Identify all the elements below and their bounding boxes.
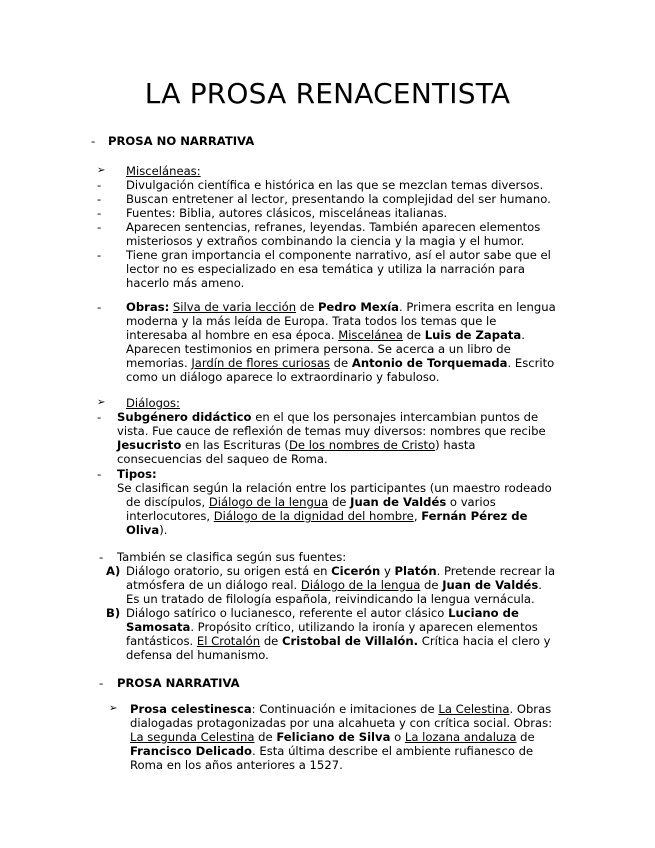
dialogos-line-1: Subgénero didáctico en el que los personajes intercambian puntos de — [117, 410, 539, 424]
author-name: Pedro Mexía — [317, 300, 399, 314]
obras-line-3: interesaba al hombre en esa época. Miscelánea de Luis de Zapata. — [126, 328, 525, 342]
dash-bullet: - — [97, 467, 102, 481]
dash-bullet: - — [97, 206, 102, 220]
dash-bullet: - — [97, 410, 102, 424]
dialogos-line-4: consecuencias del saqueo de Roma. — [117, 452, 328, 466]
page-title: LA PROSA RENACENTISTA — [144, 77, 511, 110]
author-name: Luis de Zapata — [424, 328, 522, 342]
subsection-label-dialogos: Diálogos: — [126, 396, 180, 410]
author-name: Oliva — [126, 523, 160, 537]
dash-bullet: - — [99, 550, 104, 564]
list-item: Tiene gran importancia el componente narrativo, así el autor sabe que el — [126, 248, 551, 262]
list-item: Aparecen sentencias, refranes, leyendas. También aparecen elementos — [126, 220, 541, 234]
list-marker-a: A) — [106, 564, 121, 578]
arrow-bullet-icon: ➢ — [97, 397, 106, 408]
tipos-line-4: Oliva). — [126, 523, 168, 537]
author-name: Cristobal de Villalón. — [282, 634, 419, 648]
work-title: De los nombres de Cristo — [288, 438, 436, 452]
work-title: Diálogo de la lengua — [300, 578, 421, 592]
work-title: Diálogo de la lengua — [208, 495, 329, 509]
obras-line-2: moderna y la más leída de Europa. Trata todos los temas que le — [126, 314, 497, 328]
obras-line-1: Obras: Silva de varia lección de Pedro Mexía. Primera escrita en lengua — [126, 300, 556, 314]
section-heading-no-narrativa: PROSA NO NARRATIVA — [108, 134, 255, 148]
dash-bullet: - — [97, 192, 102, 206]
author-name: Juan de Valdés — [350, 495, 447, 509]
celestinesca-line-4: Francisco Delicado. Esta última describe el ambiente rufianesco de — [130, 744, 534, 758]
fuente-a-line-3: Es un tratado de filología española, reivindicando la lengua vernácula. — [126, 592, 535, 606]
dialogos-line-2: vista. Fue cauce de reflexión de temas muy diversos: nombres que recibe — [117, 424, 546, 438]
fuente-b-line-1: Diálogo satírico o lucianesco, referente el autor clásico Luciano de — [126, 606, 519, 620]
arrow-bullet-icon: ➢ — [109, 703, 118, 714]
dash-bullet: - — [99, 676, 104, 690]
work-title: La Celestina — [438, 702, 510, 716]
author-name: Antonio de Torquemada — [351, 356, 508, 370]
work-title: Diálogo de la dignidad del hombre — [213, 509, 414, 523]
list-item-continuation: lector no es especializado en esa temática y utiliza la narración para — [126, 262, 526, 276]
fuente-b-line-3: fantásticos. El Crotalón de Cristobal de Villalón. Crítica hacia el clero y — [126, 634, 551, 648]
tipos-line-2: de discípulos, Diálogo de la lengua de Juan de Valdés o varios — [126, 495, 496, 509]
tipos-label: Tipos: — [117, 467, 157, 481]
fuente-b-line-4: defensa del humanismo. — [126, 648, 269, 662]
section-heading-narrativa: PROSA NARRATIVA — [117, 676, 240, 690]
subsection-label-miscelaneas: Misceláneas: — [126, 164, 201, 178]
list-item-continuation: hacerlo más ameno. — [126, 276, 245, 290]
arrow-bullet-icon: ➢ — [97, 165, 106, 176]
fuente-b-line-2: Samosata. Propósito crítico, utilizando la ironía y aparecen elementos — [126, 620, 538, 634]
obras-line-6: como un diálogo aparece lo extraordinario y fabuloso. — [126, 370, 440, 384]
list-item: Fuentes: Biblia, autores clásicos, misceláneas italianas. — [126, 206, 448, 220]
list-marker-b: B) — [106, 606, 121, 620]
tipos-line-3: interlocutores, Diálogo de la dignidad del hombre, Fernán Pérez de — [126, 509, 528, 523]
work-title: La segunda Celestina — [130, 730, 255, 744]
fuentes-line: También se clasifica según sus fuentes: — [117, 550, 347, 564]
celestinesca-line-2: dialogadas protagonizadas por una alcahueta y con crítica social. Obras: — [130, 716, 553, 730]
tipos-line-1: Se clasifican según la relación entre los participantes (un maestro rodeado — [117, 481, 552, 495]
dialogos-line-3: Jesucristo en las Escrituras (De los nombres de Cristo) hasta — [117, 438, 476, 452]
work-title: El Crotalón — [196, 634, 261, 648]
celestinesca-line-5: Roma en los años anteriores a 1527. — [130, 758, 343, 772]
celestinesca-line-3: La segunda Celestina de Feliciano de Silva o La lozana andaluza de — [130, 730, 535, 744]
fuente-a-line-1: Diálogo oratorio, su origen está en Cicerón y Platón. Pretende recrear la — [126, 564, 556, 578]
dash-bullet: - — [97, 220, 102, 234]
dash-bullet: - — [91, 134, 96, 148]
author-name: Francisco Delicado — [130, 744, 252, 758]
dash-bullet: - — [97, 248, 102, 262]
author-name: Juan de Valdés — [442, 578, 539, 592]
dash-bullet: - — [97, 300, 102, 314]
list-item-continuation: misteriosos y extraños combinando la ciencia y la magia y el humor. — [126, 234, 525, 248]
work-title: Miscelánea — [338, 328, 403, 342]
dash-bullet: - — [97, 178, 102, 192]
fuente-a-line-2: atmósfera de un diálogo real. Diálogo de la lengua de Juan de Valdés. — [126, 578, 542, 592]
work-title: Jardín de flores curiosas — [191, 356, 330, 370]
obras-line-4: Aparecen testimonios en primera persona. Se acerca a un libro de — [126, 342, 511, 356]
work-title: Silva de varia lección — [172, 300, 297, 314]
work-title: La lozana andaluza — [404, 730, 517, 744]
obras-line-5: memorias. Jardín de flores curiosas de Antonio de Torquemada. Escrito — [126, 356, 555, 370]
author-name: Fernán Pérez de — [421, 509, 528, 523]
list-item: Buscan entretener al lector, presentando la complejidad del ser humano. — [126, 192, 551, 206]
celestinesca-line-1: Prosa celestinesca: Continuación e imitaciones de La Celestina. Obras — [130, 702, 552, 716]
author-name: Feliciano de Silva — [276, 730, 391, 744]
list-item: Divulgación científica e histórica en las que se mezclan temas diversos. — [126, 178, 544, 192]
